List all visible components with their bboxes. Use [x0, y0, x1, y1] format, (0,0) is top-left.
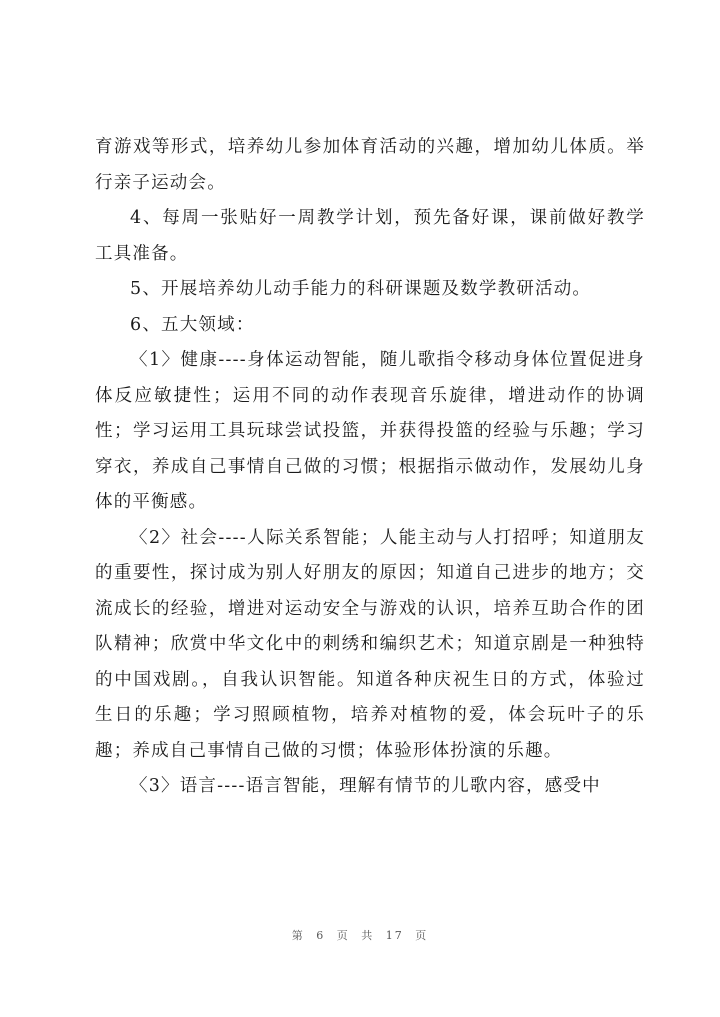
page-number-footer: 第 6 页 共 17 页 [291, 929, 429, 942]
paragraph-item-4: 4、每周一张贴好一周教学计划，预先备好课，课前做好教学工具准备。 [95, 208, 645, 264]
paragraph-language: 〈3〉语言----语言智能，理解有情节的儿歌内容，感受中 [130, 776, 601, 796]
paragraph-health: 〈1〉健康----身体运动智能，随儿歌指令移动身体位置促进身体反应敏捷性；运用不同的动作表现音乐旋律，增进动作的协调性；学习运用工具玩球尝试投篮，并获得投篮的经验与乐趣；学习穿衣，养成自己事情自己做的习惯；根据指示做动作，发展幼儿身体的平衡感。 [95, 350, 645, 512]
paragraph-item-5: 5、开展培养幼儿动手能力的科研课题及数学教研活动。 [130, 279, 592, 299]
paragraph-society: 〈2〉社会----人际关系智能；人能主动与人打招呼；知道朋友的重要性，探讨成为别人好朋友的原因；知道自己进步的地方；交流成长的经验，增进对运动安全与游戏的认识，培养互助合作的团队精神；欣赏中华文化中的刺绣和编织艺术；知道京剧是一种独特的中国戏剧。，自我认识智能。知道各种庆祝生日的方式，体验过生日的乐趣；学习照顾植物，培养对植物的爱，体会玩叶子的乐趣；养成自己事情自己做的习惯；体验形体扮演的乐趣。 [95, 527, 645, 761]
paragraph-continued: 育游戏等形式，培养幼儿参加体育活动的兴趣，增加幼儿体质。举行亲子运动会。 [95, 137, 645, 193]
paragraph-item-6: 6、五大领域： [130, 314, 255, 335]
document-body [95, 130, 645, 805]
